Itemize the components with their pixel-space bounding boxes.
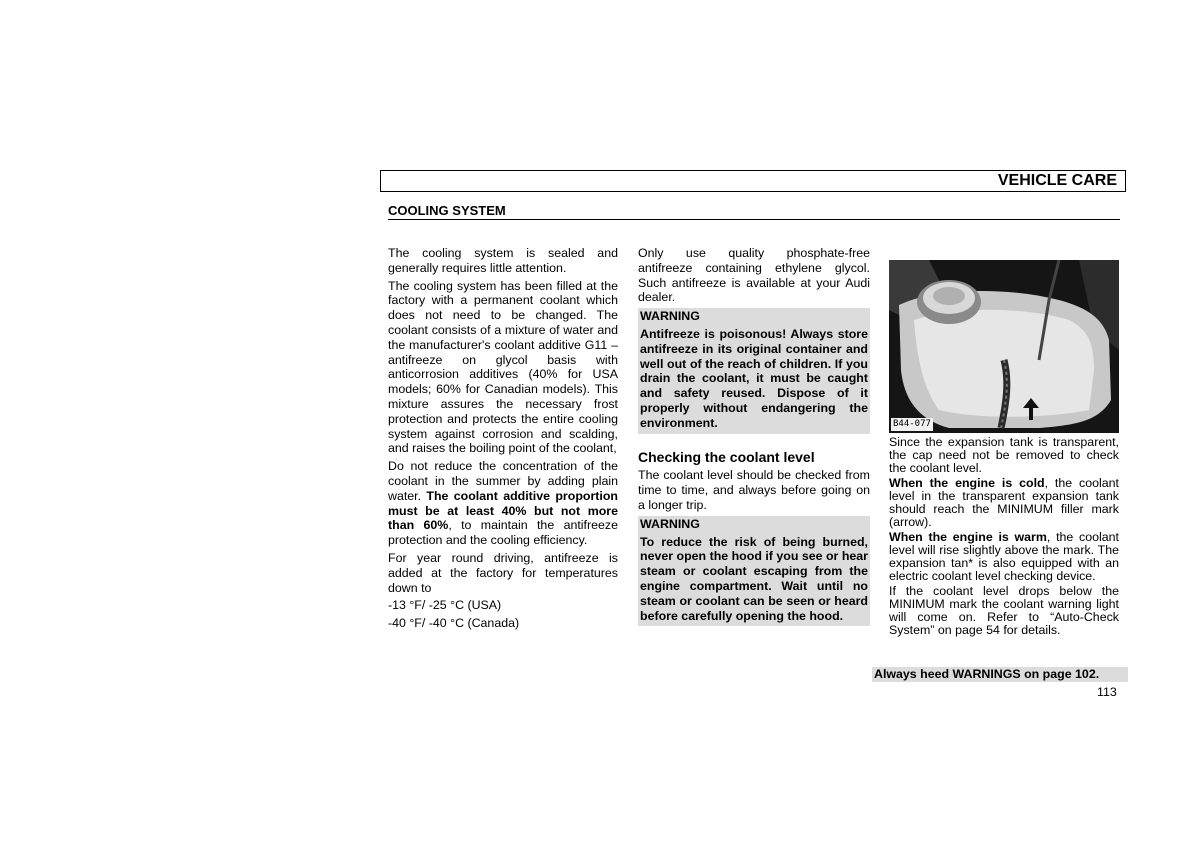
- column-right: [889, 436, 1119, 639]
- paragraph: For year round driving, antifreeze is added at the factory for temperatures down to: [388, 550, 618, 595]
- photo-graphic: [889, 260, 1119, 433]
- bold-text: When the engine is warm: [889, 530, 1047, 544]
- paragraph: [388, 459, 618, 548]
- paragraph: The coolant level should be checked from time to time, and always before going on a longer trip.: [638, 468, 870, 512]
- paragraph: [889, 531, 1119, 583]
- paragraph: [889, 477, 1119, 529]
- text-span: Do not reduce the concentration of the coolant in the summer by adding plain water.: [388, 459, 618, 503]
- paragraph: Since the expansion tank is transparent, the cap need not be removed to check the coolant level.: [889, 435, 1119, 475]
- warnings-banner: Always heed WARNINGS on page 102.: [872, 667, 1128, 682]
- warning-box: [638, 516, 870, 627]
- paragraph: The cooling system is sealed and generally requires little attention.: [388, 246, 618, 275]
- text-span: , the coolant level in the transparent expansion tank should reach the MINIMUM filler mark (arrow).: [889, 476, 1119, 529]
- paragraph: If the coolant level drops below the MINIMUM mark the coolant warning light will come on. Refer to “Auto-Check System” on page 54 for details.: [889, 584, 1119, 637]
- subheading: Checking the coolant level: [638, 448, 815, 465]
- figure-code: B44-077: [893, 419, 931, 429]
- temperature-usa: -13 °F/ -25 °C (USA): [388, 598, 502, 613]
- paragraph: Only use quality phosphate-free antifreeze containing ethylene glycol. Such antifreeze is available at your Audi dealer.: [638, 246, 870, 305]
- paragraph: The cooling system has been filled at the factory with a permanent coolant which does not need to be changed. The coolant consists of a mixture of water and the manufacturer's coolant additive G11 – antifreeze on glycol basis with anticorrosion additives (40% for USA models; 60% for Canadian models). This mixture assures the necessary frost protection and protects the entire cooling system against corrosion and scalding, and raises the boiling point of the coolant,: [388, 278, 618, 456]
- section-divider: [388, 219, 1120, 220]
- column-left: [388, 246, 618, 634]
- text-span: , to maintain the antifreeze protection and the cooling efficiency.: [388, 518, 618, 548]
- expansion-tank-photo: [889, 260, 1119, 433]
- section-title: COOLING SYSTEM: [388, 203, 506, 218]
- warning-text: To reduce the risk of being burned, never open the hood if you see or hear steam or coolant escaping from the engine compartment. Wait until no steam or coolant can be seen or heard before carefully opening the hood.: [640, 534, 868, 623]
- warning-box: [638, 308, 870, 433]
- header-box: [380, 170, 1126, 192]
- bold-text: The coolant additive proportion must be at least 40% but not more than 60%: [388, 488, 618, 533]
- warning-text: Antifreeze is poisonous! Always store antifreeze in its original container and well out of the reach of children. If you drain the coolant, it must be caught and safety reused. Dispose of it properly without endangering the environment.: [640, 326, 868, 430]
- bold-text: When the engine is cold: [889, 476, 1045, 490]
- warning-label: WARNING: [640, 309, 700, 324]
- column-middle: [638, 246, 870, 630]
- header-title: VEHICLE CARE: [997, 172, 1117, 189]
- page-number: 113: [1097, 685, 1117, 699]
- warning-label: WARNING: [640, 516, 700, 531]
- temperature-canada: -40 °F/ -40 °C (Canada): [388, 616, 520, 631]
- text-span: , the coolant level will rise slightly above the mark. The expansion tan* is also equipped with an electric coolant level checking device.: [889, 530, 1119, 583]
